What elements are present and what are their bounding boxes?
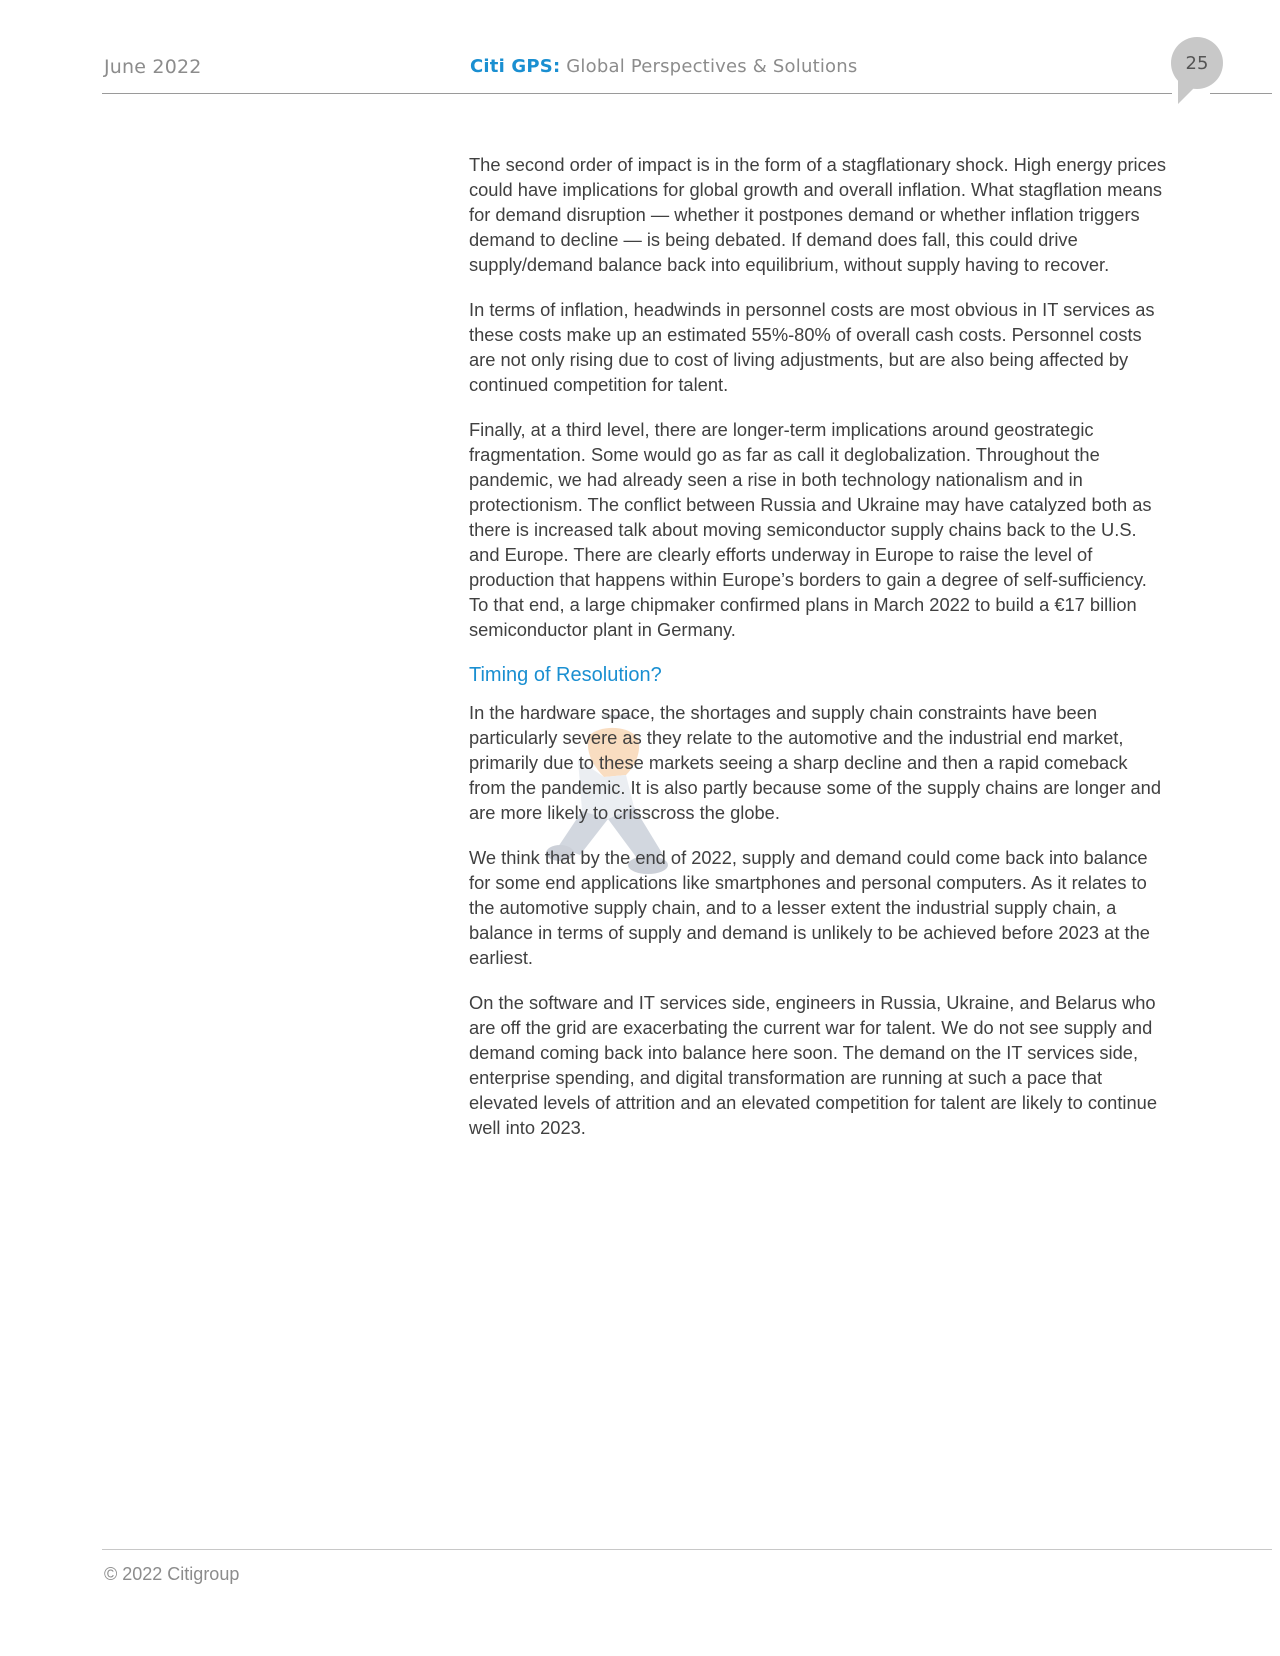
header-brand <box>470 56 857 77</box>
paragraph-balance: We think that by the end of 2022, supply and demand could come back into balance for some end applications like smartphones and personal computers. As it relates to the automotive supply chain, and to a lesser extent the industrial supply chain, a balance in terms of supply and demand is unlikely to be achieved before 2023 at the earliest. <box>469 847 1150 968</box>
footer-divider <box>102 1549 1272 1550</box>
page-number: 25 <box>1185 53 1209 74</box>
article-body <box>469 152 1169 1160</box>
header-divider <box>102 93 1172 94</box>
brand-name: Citi GPS: <box>470 56 561 77</box>
brand-tagline: Global Perspectives & Solutions <box>566 56 858 77</box>
paragraph-inflation: In terms of inflation, headwinds in personnel costs are most obvious in IT services as these costs make up an estimated 55%-80% of overall cash costs. Personnel costs are not only rising due to cost of living adjustments, but are also being affected by continued competition for talent. <box>469 299 1155 395</box>
paragraph-software: On the software and IT services side, engineers in Russia, Ukraine, and Belarus who are off the grid are exacerbating the current war for talent. We do not see supply and demand coming back into balance here soon. The demand on the IT services side, enterprise spending, and digital transformation are running at such a pace that elevated levels of attrition and an elevated competition for talent are likely to continue well into 2023. <box>469 992 1157 1138</box>
section-heading: Timing of Resolution? <box>469 664 662 686</box>
paragraph-fragmentation: Finally, at a third level, there are longer-term implications around geostrategic fragmentation. Some would go as far as call it deglobalization. Throughout the pandemic, we had already seen a rise in both technology nationalism and in protectionism. The conflict between Russia and Ukraine may have catalyzed both as there is increased talk about moving semiconductor supply chains back to the U.S. and Europe. There are clearly efforts underway in Europe to raise the level of production that happens within Europe’s borders to gain a degree of self-sufficiency. To that end, a large chipmaker confirmed plans in March 2022 to build a €17 billion semiconductor plant in Germany. <box>469 419 1152 640</box>
page-number-badge <box>1170 36 1224 110</box>
footer-copyright: © 2022 Citigroup <box>104 1564 240 1584</box>
paragraph-hardware: In the hardware space, the shortages and supply chain constraints have been particularly severe as they relate to the automotive and the industrial end market, primarily due to these markets seeing a sharp decline and then a rapid comeback from the pandemic. It is also partly because some of the supply chains are longer and are more likely to crisscross the globe. <box>469 702 1162 823</box>
header-date: June 2022 <box>104 56 202 78</box>
paragraph-stagflation: The second order of impact is in the form of a stagflationary shock. High energy prices could have implications for global growth and overall inflation. What stagflation means for demand disruption — whether it postpones demand or whether inflation triggers demand to decline — is being debated. If demand does fall, this could drive supply/demand balance back into equilibrium, without supply having to recover. <box>469 154 1167 275</box>
